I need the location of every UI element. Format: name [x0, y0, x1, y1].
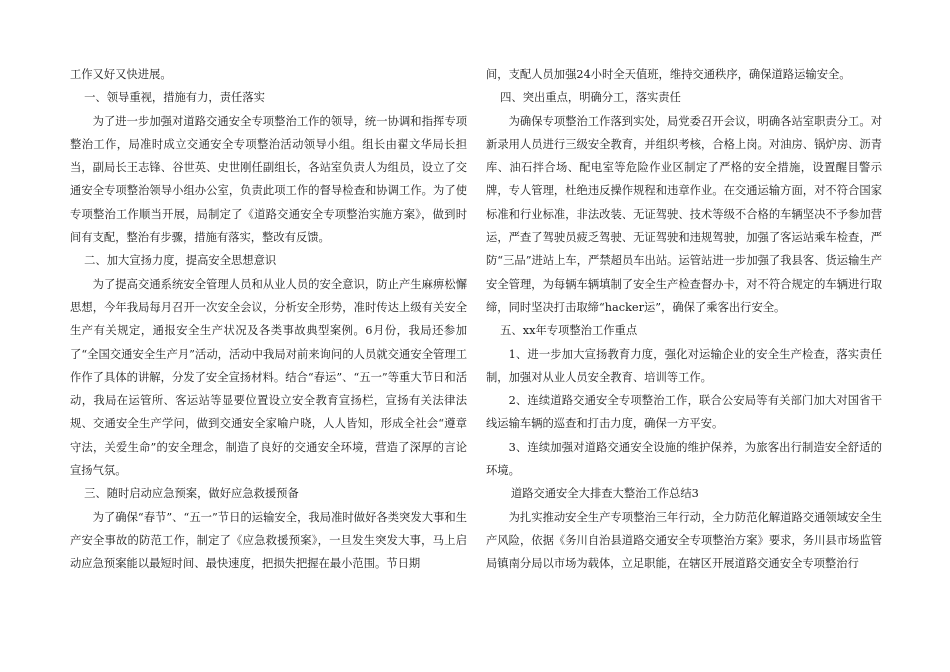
right-column	[486, 63, 882, 576]
section-heading-3: 三、随时启动应急预案，做好应急救援预备	[84, 487, 299, 501]
list-item-2: 2、连续道路交通安全专项整治工作，联合公安局等有关部门加大对国省干线运输车辆的巡查和打击力度，确保一方平安。	[486, 394, 882, 431]
paragraph-leadership: 为了进一步加强对道路交通安全专项整治工作的领导，统一协调和指挥专项整治工作，局准时成立交通安全专项整治活动领导小组。组长由翟文华局长担当，副局长王志锋、谷世英、史世刚任副组长，各站室负责人为组员，设立了交通安全专项整治领导小组办公室，负责此项工作的督导检查和协调工作。为了使专项整治工作顺当开展，局制定了《道路交通安全专项整治实施方案》，做到时间有支配，整治有步骤，措施有落实，整改有反馈。	[70, 114, 467, 245]
list-item-3: 3、连续加强对道路交通安全设施的维护保养，为旅客出行制造安全舒适的环境。	[486, 440, 882, 478]
left-column	[70, 63, 467, 576]
paragraph-continuation-right: 间，支配人员加强24小时全天值班，维持交通秩序，确保道路运输安全。	[486, 68, 851, 81]
document-subtitle: 道路交通安全大排查大整治工作总结3	[510, 487, 699, 501]
paragraph-responsibility: 为确保专项整治工作落到实处，局党委召开会议，明确各站室职责分工。对新录用人员进行三级安全教育，并组织考核，合格上岗。对油房、锅炉房、沥青库、油石拌合场、配电室等危险作业区制定了严格的安全措施，设置醒目警示牌，专人管理，杜绝违反操作规程和违章作业。在交通运输方面，对不符合国家标准和行业标准，非法改装、无证驾驶、技术等级不合格的车辆坚决不予参加营运，严查了驾驶员疲乏驾驶、无证驾驶和违规驾驶，加强了客运站乘车检查，严防“三品”进站上车，严禁超员车出站。运管站进一步加强了我县客、货运输生产安全管理，为每辆车辆填制了安全生产检查督办卡，对不符合规定的车辆进行取缔，同时坚决打击取缔“hacker运”，确保了乘客出行安全。	[486, 114, 882, 314]
paragraph-emergency: 为了确保“春节”、“五一”节日的运输安全，我局准时做好各类突发大事和生产安全事故的防范工作，制定了《应急救援预案》，一旦发生突发大事，马上启动应急预案能以最短时间、最快速度，把损失把握在最小范围。节日期	[70, 510, 467, 571]
list-item-1: 1、进一步加大宣扬教育力度，强化对运输企业的安全生产检查，落实责任制，加强对从业人员安全教育、培训等工作。	[486, 347, 882, 384]
paragraph-continuation: 工作又好又快进展。	[70, 68, 172, 81]
section-heading-1: 一、领导重视，措施有力，责任落实	[84, 91, 265, 105]
section-heading-2: 二、加大宣扬力度，提高安全思想意识	[84, 254, 277, 268]
section-heading-5: 五、xx年专项整治工作重点	[500, 324, 638, 338]
paragraph-summary-intro: 为扎实推动安全生产专项整治三年行动，全力防范化解道路交通领域安全生产风险，依据《务川自治县道路交通安全专项整治方案》要求，务川县市场监管局镇南分局以市场为载体，立足职能，在辖区开展道路交通安全专项整治行	[486, 510, 882, 571]
section-heading-4: 四、突出重点，明确分工，落实责任	[500, 91, 681, 105]
paragraph-publicity: 为了提高交通系统安全管理人员和从业人员的安全意识，防止产生麻痹松懈思想，今年我局每月召开一次安全会议，分析安全形势，准时传达上级有关安全生产有关规定，通报安全生产状况及各类事故典型案例。6月份，我局还参加了“全国交通安全生产月”活动，活动中我局对前来询问的人员就交通安全管理工作作了具体的讲解，分发了安全宣扬材料。结合“春运”、“五一”等重大节日和活动，我局在运管所、客运站等显要位置设立安全教育宣扬栏，宣扬有关法律法规、交通安全生产学问，做到交通安全家喻户晓，人人皆知，形成全社会“遵章守法，关爱生命”的安全理念，制造了良好的交通安全环境，营造了深厚的言论宣扬气氛。	[70, 277, 467, 478]
